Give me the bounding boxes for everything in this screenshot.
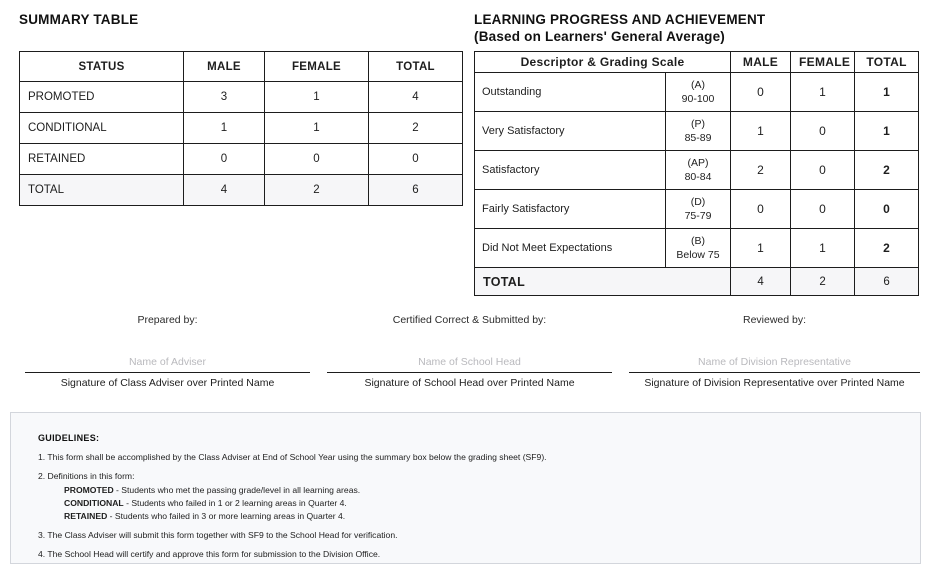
progress-female-very-satisfactory: 0 bbox=[791, 112, 855, 151]
summary-col-female: FEMALE bbox=[265, 52, 369, 82]
guidelines-term-promoted: PROMOTED bbox=[64, 485, 114, 495]
signature-line-adviser bbox=[25, 372, 310, 373]
summary-total-male: 4 bbox=[184, 175, 265, 206]
progress-scale-satisfactory bbox=[666, 151, 731, 190]
summary-status-promoted: PROMOTED bbox=[20, 82, 184, 113]
progress-total-outstanding: 1 bbox=[855, 73, 919, 112]
summary-total-total: 6 bbox=[369, 175, 463, 206]
signature-role-school-head: Signature of School Head over Printed Name bbox=[364, 377, 575, 389]
guidelines-def-promoted bbox=[64, 485, 920, 496]
table-row bbox=[475, 112, 919, 151]
signature-line-division-rep bbox=[629, 372, 920, 373]
table-row bbox=[475, 73, 919, 112]
progress-range-very-satisfactory: 85-89 bbox=[684, 132, 712, 144]
summary-male-promoted: 3 bbox=[184, 82, 265, 113]
progress-total-satisfactory: 2 bbox=[855, 151, 919, 190]
guidelines-item-2: 2. Definitions in this form: bbox=[38, 471, 135, 481]
progress-male-satisfactory: 2 bbox=[731, 151, 791, 190]
progress-letter-did-not-meet: (B) bbox=[691, 235, 705, 247]
progress-letter-satisfactory: (AP) bbox=[687, 157, 709, 169]
table-row bbox=[475, 229, 919, 268]
progress-male-fairly-satisfactory: 0 bbox=[731, 190, 791, 229]
progress-total-label: TOTAL bbox=[475, 268, 731, 296]
progress-total-male: 4 bbox=[731, 268, 791, 296]
summary-status-conditional: CONDITIONAL bbox=[20, 113, 184, 144]
signature-block-division-rep bbox=[629, 314, 920, 389]
signature-caption-prepared-by: Prepared by: bbox=[137, 314, 198, 326]
signature-name-school-head[interactable]: Name of School Head bbox=[418, 356, 521, 368]
guidelines-def-conditional bbox=[64, 498, 920, 509]
progress-female-fairly-satisfactory: 0 bbox=[791, 190, 855, 229]
guidelines-item-3: 3. The Class Adviser will submit this form together with SF9 to the School Head for verification. bbox=[38, 530, 398, 540]
guidelines-text-promoted: - Students who met the passing grade/level in all learning areas. bbox=[113, 485, 361, 495]
guidelines-box bbox=[10, 412, 921, 564]
summary-male-retained: 0 bbox=[184, 144, 265, 175]
progress-total-very-satisfactory: 1 bbox=[855, 112, 919, 151]
signature-role-adviser: Signature of Class Adviser over Printed Name bbox=[60, 377, 275, 389]
signature-name-division-rep[interactable]: Name of Division Representative bbox=[698, 356, 851, 368]
guidelines-item-1: 1. This form shall be accomplished by the Class Adviser at End of School Year using the summary box below the grading sheet (SF9). bbox=[38, 452, 547, 462]
table-row bbox=[20, 113, 463, 144]
progress-col-descriptor: Descriptor & Grading Scale bbox=[475, 52, 731, 73]
progress-male-very-satisfactory: 1 bbox=[731, 112, 791, 151]
progress-scale-fairly-satisfactory bbox=[666, 190, 731, 229]
summary-female-conditional: 1 bbox=[265, 113, 369, 144]
table-row bbox=[475, 190, 919, 229]
guidelines-content bbox=[11, 413, 920, 560]
progress-total-female: 2 bbox=[791, 268, 855, 296]
progress-female-did-not-meet: 1 bbox=[791, 229, 855, 268]
guidelines-definitions bbox=[38, 485, 920, 522]
table-row bbox=[20, 82, 463, 113]
progress-female-satisfactory: 0 bbox=[791, 151, 855, 190]
progress-male-did-not-meet: 1 bbox=[731, 229, 791, 268]
summary-total-conditional: 2 bbox=[369, 113, 463, 144]
table-row bbox=[475, 151, 919, 190]
progress-letter-fairly-satisfactory: (D) bbox=[690, 196, 706, 208]
summary-status-retained: RETAINED bbox=[20, 144, 184, 175]
progress-female-outstanding: 1 bbox=[791, 73, 855, 112]
progress-letter-very-satisfactory: (P) bbox=[691, 118, 705, 130]
guidelines-term-conditional: CONDITIONAL bbox=[64, 498, 124, 508]
signature-name-adviser[interactable]: Name of Adviser bbox=[128, 356, 207, 368]
progress-header-row bbox=[475, 52, 919, 73]
summary-table-title: SUMMARY TABLE bbox=[19, 12, 139, 27]
guidelines-text-retained: - Students who failed in 3 or more learning areas in Quarter 4. bbox=[107, 511, 346, 521]
guidelines-item-4: 4. The School Head will certify and approve this form for submission to the Division Office. bbox=[38, 549, 381, 559]
progress-scale-very-satisfactory bbox=[666, 112, 731, 151]
summary-header-row bbox=[20, 52, 463, 82]
progress-descriptor-satisfactory: Satisfactory bbox=[475, 151, 666, 190]
guidelines-text-conditional: - Students who failed in 1 or 2 learning areas in Quarter 4. bbox=[123, 498, 347, 508]
summary-table bbox=[19, 51, 463, 206]
summary-total-row bbox=[20, 175, 463, 206]
signature-block-school-head bbox=[327, 314, 612, 389]
signature-caption-reviewed-by: Reviewed by: bbox=[742, 314, 807, 326]
progress-descriptor-outstanding: Outstanding bbox=[475, 73, 666, 112]
summary-total-label: TOTAL bbox=[20, 175, 184, 206]
progress-title-line1: LEARNING PROGRESS AND ACHIEVEMENT bbox=[474, 12, 766, 27]
signature-line-school-head bbox=[327, 372, 612, 373]
summary-total-female: 2 bbox=[265, 175, 369, 206]
progress-scale-did-not-meet bbox=[666, 229, 731, 268]
progress-letter-outstanding: (A) bbox=[691, 79, 705, 91]
table-row bbox=[20, 144, 463, 175]
progress-range-satisfactory: 80-84 bbox=[684, 171, 712, 183]
progress-total-row bbox=[475, 268, 919, 296]
guidelines-def-retained bbox=[64, 511, 920, 522]
summary-female-retained: 0 bbox=[265, 144, 369, 175]
summary-female-promoted: 1 bbox=[265, 82, 369, 113]
progress-total-total: 6 bbox=[855, 268, 919, 296]
progress-range-outstanding: 90-100 bbox=[681, 93, 715, 105]
guidelines-heading: GUIDELINES: bbox=[38, 433, 100, 443]
progress-descriptor-fairly-satisfactory: Fairly Satisfactory bbox=[475, 190, 666, 229]
progress-title-line2: (Based on Learners' General Average) bbox=[474, 29, 726, 44]
summary-col-male: MALE bbox=[184, 52, 265, 82]
summary-total-retained: 0 bbox=[369, 144, 463, 175]
progress-total-fairly-satisfactory: 0 bbox=[855, 190, 919, 229]
progress-range-did-not-meet: Below 75 bbox=[676, 249, 720, 261]
summary-col-status: STATUS bbox=[20, 52, 184, 82]
signature-caption-certified-by: Certified Correct & Submitted by: bbox=[392, 314, 547, 326]
signature-block-adviser bbox=[25, 314, 310, 389]
learning-progress-table bbox=[474, 51, 919, 296]
progress-range-fairly-satisfactory: 75-79 bbox=[684, 210, 712, 222]
progress-scale-outstanding bbox=[666, 73, 731, 112]
progress-descriptor-did-not-meet: Did Not Meet Expectations bbox=[475, 229, 666, 268]
summary-total-promoted: 4 bbox=[369, 82, 463, 113]
progress-col-male: MALE bbox=[731, 52, 791, 73]
progress-male-outstanding: 0 bbox=[731, 73, 791, 112]
progress-col-female: FEMALE bbox=[791, 52, 855, 73]
guidelines-term-retained: RETAINED bbox=[64, 511, 108, 521]
progress-descriptor-very-satisfactory: Very Satisfactory bbox=[475, 112, 666, 151]
summary-male-conditional: 1 bbox=[184, 113, 265, 144]
progress-col-total: TOTAL bbox=[855, 52, 919, 73]
progress-total-did-not-meet: 2 bbox=[855, 229, 919, 268]
summary-col-total: TOTAL bbox=[369, 52, 463, 82]
progress-table-title bbox=[474, 11, 765, 45]
signature-role-division-rep: Signature of Division Representative over Printed Name bbox=[644, 377, 905, 389]
